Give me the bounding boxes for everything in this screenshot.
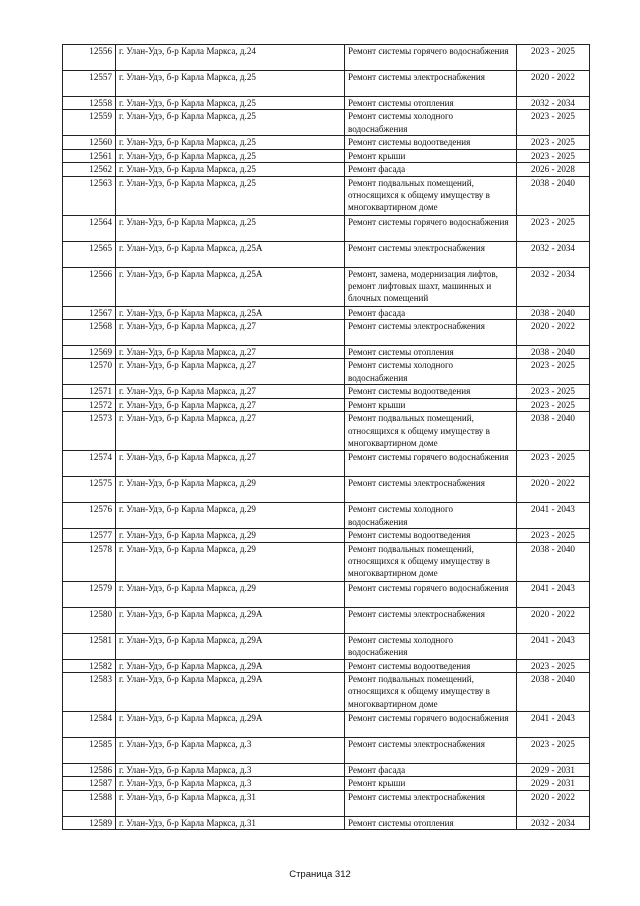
row-period: 2038 - 2040: [517, 673, 590, 712]
row-period: 2023 - 2025: [517, 215, 590, 241]
register-table-body: [63, 45, 590, 830]
row-number: 12578: [63, 542, 116, 581]
table-row: [63, 529, 590, 542]
row-number: 12570: [63, 359, 116, 385]
table-row: [63, 215, 590, 241]
row-period: 2023 - 2025: [517, 149, 590, 162]
row-period: 2020 - 2022: [517, 71, 590, 97]
row-number: 12584: [63, 712, 116, 738]
row-address: г. Улан-Удэ, б-р Карла Маркса, д.29А: [116, 673, 345, 712]
row-period: 2023 - 2025: [517, 398, 590, 411]
row-number: 12579: [63, 581, 116, 607]
table-row: [63, 163, 590, 176]
table-row: [63, 359, 590, 385]
row-number: 12583: [63, 673, 116, 712]
table-row: [63, 320, 590, 346]
row-period: 2023 - 2025: [517, 136, 590, 149]
row-period: 2041 - 2043: [517, 712, 590, 738]
row-address: г. Улан-Удэ, б-р Карла Маркса, д.27: [116, 398, 345, 411]
row-address: г. Улан-Удэ, б-р Карла Маркса, д.27: [116, 320, 345, 346]
row-work-type: Ремонт системы электроснабжения: [345, 320, 517, 346]
table-row: [63, 777, 590, 790]
table-row: [63, 764, 590, 777]
row-work-type: Ремонт подвальных помещений, относящихся к общему имуществу в многоквартирном доме: [345, 673, 517, 712]
table-row: [63, 673, 590, 712]
row-work-type: Ремонт системы водоотведения: [345, 385, 517, 398]
row-period: 2020 - 2022: [517, 790, 590, 816]
row-period: 2038 - 2040: [517, 412, 590, 451]
table-row: [63, 816, 590, 829]
row-address: г. Улан-Удэ, б-р Карла Маркса, д.25А: [116, 267, 345, 306]
row-period: 2041 - 2043: [517, 503, 590, 529]
row-period: 2023 - 2025: [517, 110, 590, 136]
row-period: 2023 - 2025: [517, 738, 590, 764]
row-address: г. Улан-Удэ, б-р Карла Маркса, д.25А: [116, 241, 345, 267]
table-row: [63, 71, 590, 97]
row-address: г. Улан-Удэ, б-р Карла Маркса, д.25: [116, 215, 345, 241]
row-work-type: Ремонт системы электроснабжения: [345, 477, 517, 503]
table-row: [63, 306, 590, 319]
row-period: 2020 - 2022: [517, 607, 590, 633]
row-work-type: Ремонт системы холодного водоснабжения: [345, 359, 517, 385]
row-address: г. Улан-Удэ, б-р Карла Маркса, д.3: [116, 738, 345, 764]
table-row: [63, 176, 590, 215]
row-period: 2020 - 2022: [517, 320, 590, 346]
row-address: г. Улан-Удэ, б-р Карла Маркса, д.25А: [116, 306, 345, 319]
row-number: 12561: [63, 149, 116, 162]
row-address: г. Улан-Удэ, б-р Карла Маркса, д.27: [116, 346, 345, 359]
table-row: [63, 790, 590, 816]
row-address: г. Улан-Удэ, б-р Карла Маркса, д.27: [116, 385, 345, 398]
row-number: 12576: [63, 503, 116, 529]
row-address: г. Улан-Удэ, б-р Карла Маркса, д.25: [116, 176, 345, 215]
row-address: г. Улан-Удэ, б-р Карла Маркса, д.29: [116, 503, 345, 529]
row-number: 12559: [63, 110, 116, 136]
row-number: 12566: [63, 267, 116, 306]
row-work-type: Ремонт фасада: [345, 306, 517, 319]
row-work-type: Ремонт системы горячего водоснабжения: [345, 215, 517, 241]
row-address: г. Улан-Удэ, б-р Карла Маркса, д.29А: [116, 659, 345, 672]
row-work-type: Ремонт системы электроснабжения: [345, 738, 517, 764]
row-work-type: Ремонт системы электроснабжения: [345, 241, 517, 267]
table-row: [63, 659, 590, 672]
row-address: г. Улан-Удэ, б-р Карла Маркса, д.25: [116, 136, 345, 149]
row-work-type: Ремонт системы холодного водоснабжения: [345, 503, 517, 529]
row-period: 2023 - 2025: [517, 45, 590, 71]
row-number: 12562: [63, 163, 116, 176]
row-number: 12588: [63, 790, 116, 816]
row-work-type: Ремонт системы горячего водоснабжения: [345, 712, 517, 738]
row-number: 12571: [63, 385, 116, 398]
table-row: [63, 503, 590, 529]
row-work-type: Ремонт системы электроснабжения: [345, 790, 517, 816]
row-work-type: Ремонт фасада: [345, 764, 517, 777]
row-work-type: Ремонт фасада: [345, 163, 517, 176]
table-row: [63, 385, 590, 398]
row-work-type: Ремонт подвальных помещений, относящихся к общему имуществу в многоквартирном доме: [345, 542, 517, 581]
row-number: 12582: [63, 659, 116, 672]
row-work-type: Ремонт, замена, модернизация лифтов, ремонт лифтовых шахт, машинных и блочных помещений: [345, 267, 517, 306]
table-row: [63, 346, 590, 359]
table-row: [63, 738, 590, 764]
row-work-type: Ремонт подвальных помещений, относящихся к общему имуществу в многоквартирном доме: [345, 412, 517, 451]
row-work-type: Ремонт системы электроснабжения: [345, 71, 517, 97]
row-number: 12573: [63, 412, 116, 451]
table-row: [63, 110, 590, 136]
row-number: 12587: [63, 777, 116, 790]
row-period: 2032 - 2034: [517, 816, 590, 829]
row-work-type: Ремонт системы водоотведения: [345, 659, 517, 672]
table-row: [63, 398, 590, 411]
row-number: 12563: [63, 176, 116, 215]
row-address: г. Улан-Удэ, б-р Карла Маркса, д.27: [116, 451, 345, 477]
row-period: 2038 - 2040: [517, 306, 590, 319]
row-address: г. Улан-Удэ, б-р Карла Маркса, д.27: [116, 412, 345, 451]
row-work-type: Ремонт системы водоотведения: [345, 136, 517, 149]
register-table: [62, 44, 590, 830]
row-address: г. Улан-Удэ, б-р Карла Маркса, д.29: [116, 529, 345, 542]
table-row: [63, 581, 590, 607]
table-row: [63, 241, 590, 267]
row-number: 12556: [63, 45, 116, 71]
row-work-type: Ремонт системы электроснабжения: [345, 607, 517, 633]
row-period: 2038 - 2040: [517, 346, 590, 359]
table-row: [63, 267, 590, 306]
row-period: 2041 - 2043: [517, 633, 590, 659]
row-period: 2023 - 2025: [517, 659, 590, 672]
row-address: г. Улан-Удэ, б-р Карла Маркса, д.29: [116, 542, 345, 581]
row-address: г. Улан-Удэ, б-р Карла Маркса, д.27: [116, 359, 345, 385]
row-number: 12565: [63, 241, 116, 267]
row-number: 12567: [63, 306, 116, 319]
row-number: 12568: [63, 320, 116, 346]
row-address: г. Улан-Удэ, б-р Карла Маркса, д.25: [116, 163, 345, 176]
row-address: г. Улан-Удэ, б-р Карла Маркса, д.25: [116, 110, 345, 136]
row-work-type: Ремонт системы горячего водоснабжения: [345, 581, 517, 607]
table-row: [63, 149, 590, 162]
table-row: [63, 712, 590, 738]
row-number: 12569: [63, 346, 116, 359]
row-work-type: Ремонт подвальных помещений, относящихся к общему имуществу в многоквартирном доме: [345, 176, 517, 215]
row-period: 2032 - 2034: [517, 97, 590, 110]
table-row: [63, 412, 590, 451]
row-address: г. Улан-Удэ, б-р Карла Маркса, д.29А: [116, 607, 345, 633]
row-period: 2032 - 2034: [517, 241, 590, 267]
row-work-type: Ремонт крыши: [345, 398, 517, 411]
table-row: [63, 451, 590, 477]
row-work-type: Ремонт системы отопления: [345, 816, 517, 829]
row-work-type: Ремонт крыши: [345, 777, 517, 790]
row-work-type: Ремонт системы водоотведения: [345, 529, 517, 542]
row-number: 12577: [63, 529, 116, 542]
row-address: г. Улан-Удэ, б-р Карла Маркса, д.31: [116, 816, 345, 829]
row-period: 2026 - 2028: [517, 163, 590, 176]
table-row: [63, 633, 590, 659]
row-address: г. Улан-Удэ, б-р Карла Маркса, д.25: [116, 71, 345, 97]
row-work-type: Ремонт системы горячего водоснабжения: [345, 451, 517, 477]
row-number: 12557: [63, 71, 116, 97]
row-number: 12558: [63, 97, 116, 110]
row-address: г. Улан-Удэ, б-р Карла Маркса, д.24: [116, 45, 345, 71]
row-period: 2032 - 2034: [517, 267, 590, 306]
row-address: г. Улан-Удэ, б-р Карла Маркса, д.25: [116, 149, 345, 162]
row-work-type: Ремонт системы холодного водоснабжения: [345, 633, 517, 659]
row-number: 12575: [63, 477, 116, 503]
row-address: г. Улан-Удэ, б-р Карла Маркса, д.31: [116, 790, 345, 816]
row-period: 2029 - 2031: [517, 764, 590, 777]
row-period: 2023 - 2025: [517, 451, 590, 477]
row-period: 2029 - 2031: [517, 777, 590, 790]
row-number: 12572: [63, 398, 116, 411]
page-footer: Страница 312: [289, 869, 351, 880]
table-row: [63, 542, 590, 581]
row-work-type: Ремонт системы горячего водоснабжения: [345, 45, 517, 71]
row-period: 2041 - 2043: [517, 581, 590, 607]
row-number: 12574: [63, 451, 116, 477]
row-number: 12580: [63, 607, 116, 633]
table-row: [63, 136, 590, 149]
row-number: 12564: [63, 215, 116, 241]
table-row: [63, 45, 590, 71]
row-period: 2038 - 2040: [517, 176, 590, 215]
row-address: г. Улан-Удэ, б-р Карла Маркса, д.3: [116, 777, 345, 790]
row-address: г. Улан-Удэ, б-р Карла Маркса, д.3: [116, 764, 345, 777]
row-address: г. Улан-Удэ, б-р Карла Маркса, д.29А: [116, 633, 345, 659]
row-period: 2023 - 2025: [517, 359, 590, 385]
row-number: 12589: [63, 816, 116, 829]
table-row: [63, 97, 590, 110]
row-work-type: Ремонт системы отопления: [345, 97, 517, 110]
row-period: 2023 - 2025: [517, 529, 590, 542]
row-address: г. Улан-Удэ, б-р Карла Маркса, д.29: [116, 581, 345, 607]
row-number: 12581: [63, 633, 116, 659]
row-address: г. Улан-Удэ, б-р Карла Маркса, д.25: [116, 97, 345, 110]
row-work-type: Ремонт системы отопления: [345, 346, 517, 359]
row-number: 12586: [63, 764, 116, 777]
row-number: 12585: [63, 738, 116, 764]
row-address: г. Улан-Удэ, б-р Карла Маркса, д.29: [116, 477, 345, 503]
row-address: г. Улан-Удэ, б-р Карла Маркса, д.29А: [116, 712, 345, 738]
row-work-type: Ремонт крыши: [345, 149, 517, 162]
row-work-type: Ремонт системы холодного водоснабжения: [345, 110, 517, 136]
row-period: 2038 - 2040: [517, 542, 590, 581]
table-row: [63, 607, 590, 633]
row-period: 2020 - 2022: [517, 477, 590, 503]
row-number: 12560: [63, 136, 116, 149]
row-period: 2023 - 2025: [517, 385, 590, 398]
table-row: [63, 477, 590, 503]
